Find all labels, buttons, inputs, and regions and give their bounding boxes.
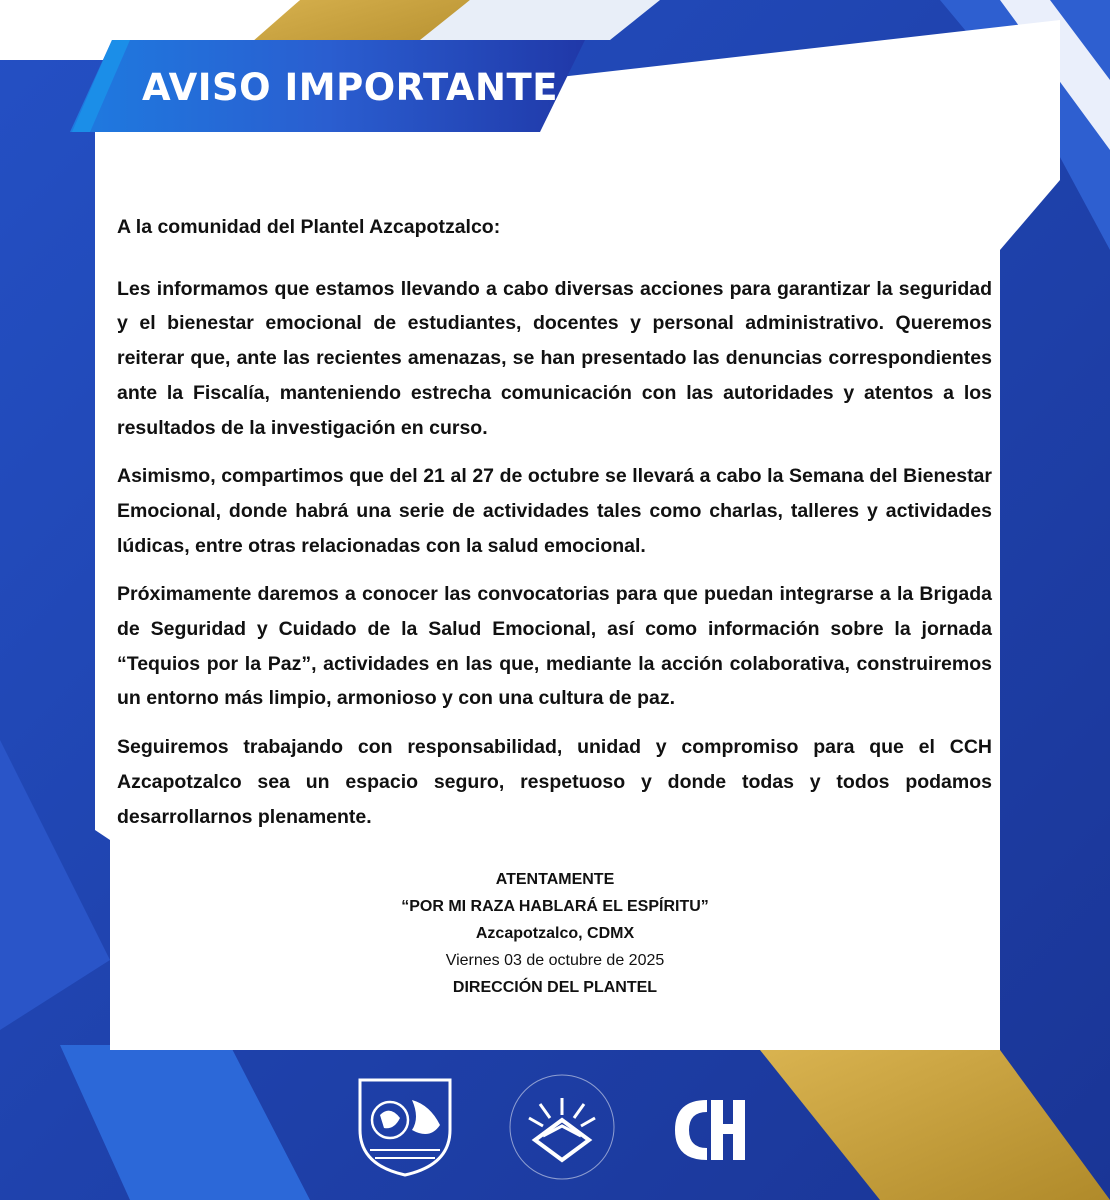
logo-strip xyxy=(0,1050,1110,1200)
paragraph: Asimismo, compartimos que del 21 al 27 de octubre se llevará a cabo la Semana del Bienestar Emocional, donde habrá una serie de actividades tales como charlas, talleres y actividades lúdicas, entre otras relacionadas con la salud emocional. xyxy=(117,465,992,557)
paragraph: Próximamente daremos a conocer las convocatorias para que puedan integrarse a la Brigada de Seguridad y Cuidado de la Salud Emocional, así como información sobre la jornada “Tequios por la Paz”, actividades en las que, mediante la acción colaborativa, construiremos un entorno más limpio, armonioso y con una cultura de paz. xyxy=(117,583,992,710)
closing: ATENTAMENTE xyxy=(495,871,615,888)
paragraph: Les informamos que estamos llevando a cabo diversas acciones para garantizar la seguridad y el bienestar emocional de estudiantes, docentes y personal administrativo. Queremos reiterar que, ante las recientes amenazas, se han presentado las denuncias correspondientes ante la Fiscalía, manteniendo estrecha comunicación con las autoridades y atentos a los resultados de la investigación en curso. xyxy=(117,277,992,439)
unam-logo xyxy=(350,1070,460,1180)
date: Viernes 03 de octubre de 2025 xyxy=(445,952,665,969)
signature-block xyxy=(355,866,755,1001)
paragraph: Seguiremos trabajando con responsabilidad, unidad y compromiso para que el CCH Azcapotzalco sea un espacio seguro, respetuoso y donde todas y todos podamos desarrollarnos plenamente. xyxy=(117,736,992,828)
office: DIRECCIÓN DEL PLANTEL xyxy=(452,979,658,996)
motto: “POR MI RAZA HABLARÁ EL ESPÍRITU” xyxy=(401,898,709,915)
cch-logo xyxy=(505,1070,620,1185)
letter-body xyxy=(117,210,992,848)
location: Azcapotzalco, CDMX xyxy=(475,925,635,942)
ch-logo xyxy=(665,1090,755,1170)
page-title: AVISO IMPORTANTE xyxy=(142,66,558,109)
greeting: A la comunidad del Plantel Azcapotzalco: xyxy=(117,216,501,238)
